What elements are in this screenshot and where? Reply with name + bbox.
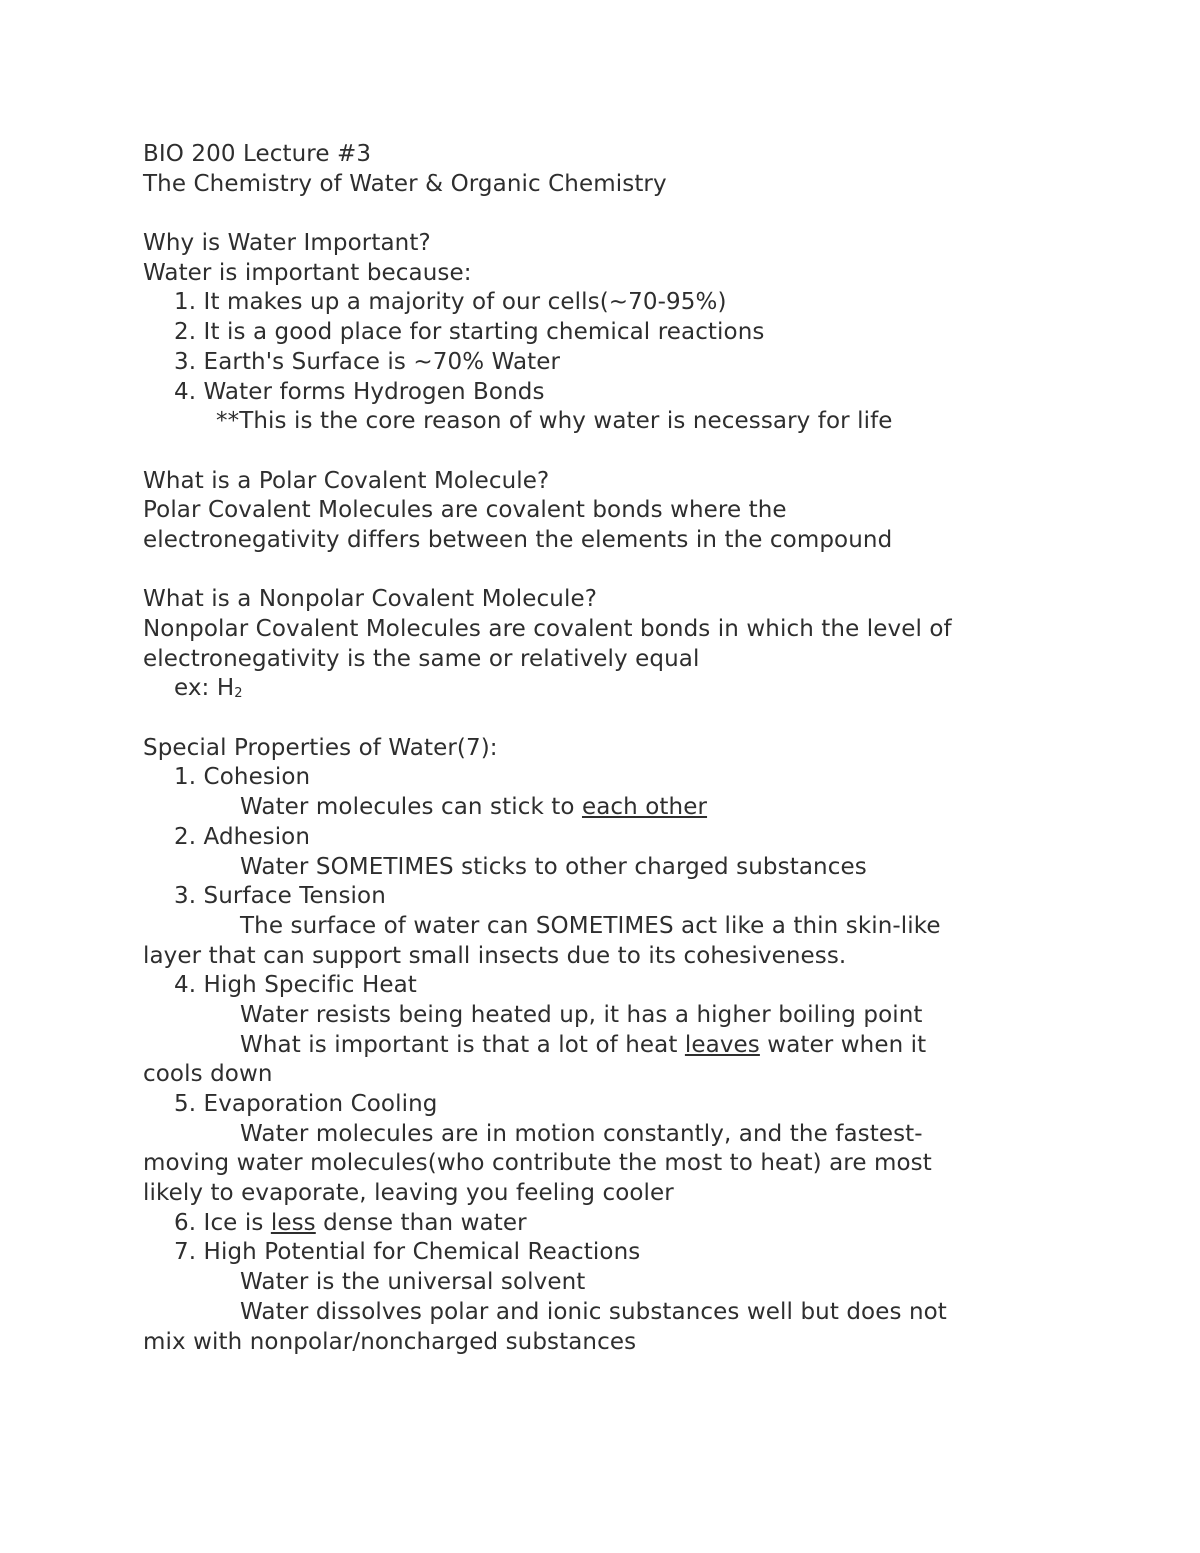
underlined-text: leaves	[684, 1031, 760, 1058]
polar-definition-line: Polar Covalent Molecules are covalent bonds where the	[143, 497, 787, 524]
polar-definition-line: electronegativity differs between the elements in the compound	[143, 526, 893, 553]
nonpolar-example	[143, 674, 1043, 704]
underlined-text: less	[270, 1209, 316, 1236]
description-text: water when it	[759, 1031, 927, 1058]
property-title: 3. Surface Tension	[174, 883, 386, 910]
water-importance-question: Why is Water Important?	[143, 230, 431, 257]
description-text: Water molecules can stick to	[240, 794, 582, 821]
hydrogen-bond-note: **This is the core reason of why water is necessary for life	[216, 408, 893, 435]
property-title: 5. Evaporation Cooling	[174, 1091, 438, 1117]
example-subscript: 2	[234, 686, 243, 702]
polar-question: What is a Polar Covalent Molecule?	[143, 467, 550, 494]
property-title: 2. Adhesion	[174, 823, 311, 850]
property-title	[143, 1209, 1043, 1239]
property-title: 1. Cohesion	[174, 764, 311, 791]
property-description: Water resists being heated up, it has a higher boiling point	[240, 1001, 923, 1028]
nonpolar-definition-line: Nonpolar Covalent Molecules are covalent bonds in which the level of	[143, 616, 952, 642]
property-title: 4. High Specific Heat	[174, 972, 417, 999]
water-importance-intro: Water is important because:	[143, 259, 472, 286]
property-description: Water molecules are in motion constantly, and the fastest-	[240, 1120, 923, 1147]
lecture-subtitle: The Chemistry of Water & Organic Chemistry	[143, 170, 667, 197]
property-description	[143, 793, 1043, 823]
title-text: 6. Ice is	[174, 1209, 271, 1236]
property-description: Water SOMETIMES sticks to other charged substances	[240, 853, 867, 880]
property-description: Water is the universal solvent	[240, 1269, 586, 1296]
properties-heading: Special Properties of Water(7):	[143, 734, 498, 761]
blank-line	[143, 437, 1043, 467]
course-title: BIO 200 Lecture #3	[143, 141, 372, 167]
blank-line	[143, 199, 1043, 229]
property-description-continued: likely to evaporate, leaving you feeling cooler	[143, 1180, 674, 1207]
list-item: 4. Water forms Hydrogen Bonds	[174, 378, 545, 405]
document-body	[143, 140, 1043, 1357]
property-description-continued: moving water molecules(who contribute the most to heat) are most	[143, 1150, 932, 1177]
property-description-continued: cools down	[143, 1061, 273, 1088]
description-text: What is important is that a lot of heat	[240, 1031, 685, 1058]
blank-line	[143, 704, 1043, 734]
blank-line	[143, 556, 1043, 586]
list-item: 2. It is a good place for starting chemical reactions	[174, 319, 765, 346]
property-description: Water dissolves polar and ionic substances well but does not	[240, 1298, 947, 1325]
property-description: The surface of water can SOMETIMES act like a thin skin-like	[240, 912, 941, 939]
example-text: ex: H	[174, 675, 235, 702]
nonpolar-definition-line: electronegativity is the same or relatively equal	[143, 645, 700, 672]
list-item: 1. It makes up a majority of our cells(~70-95%)	[174, 289, 727, 316]
underlined-text: each other	[581, 794, 708, 821]
property-description	[143, 1031, 1043, 1061]
property-title: 7. High Potential for Chemical Reactions	[174, 1239, 641, 1266]
nonpolar-question: What is a Nonpolar Covalent Molecule?	[143, 586, 598, 613]
list-item: 3. Earth's Surface is ~70% Water	[174, 348, 561, 375]
property-description-continued: layer that can support small insects due to its cohesiveness.	[143, 942, 847, 969]
property-description-continued: mix with nonpolar/noncharged substances	[143, 1328, 637, 1355]
title-text: dense than water	[315, 1209, 527, 1236]
